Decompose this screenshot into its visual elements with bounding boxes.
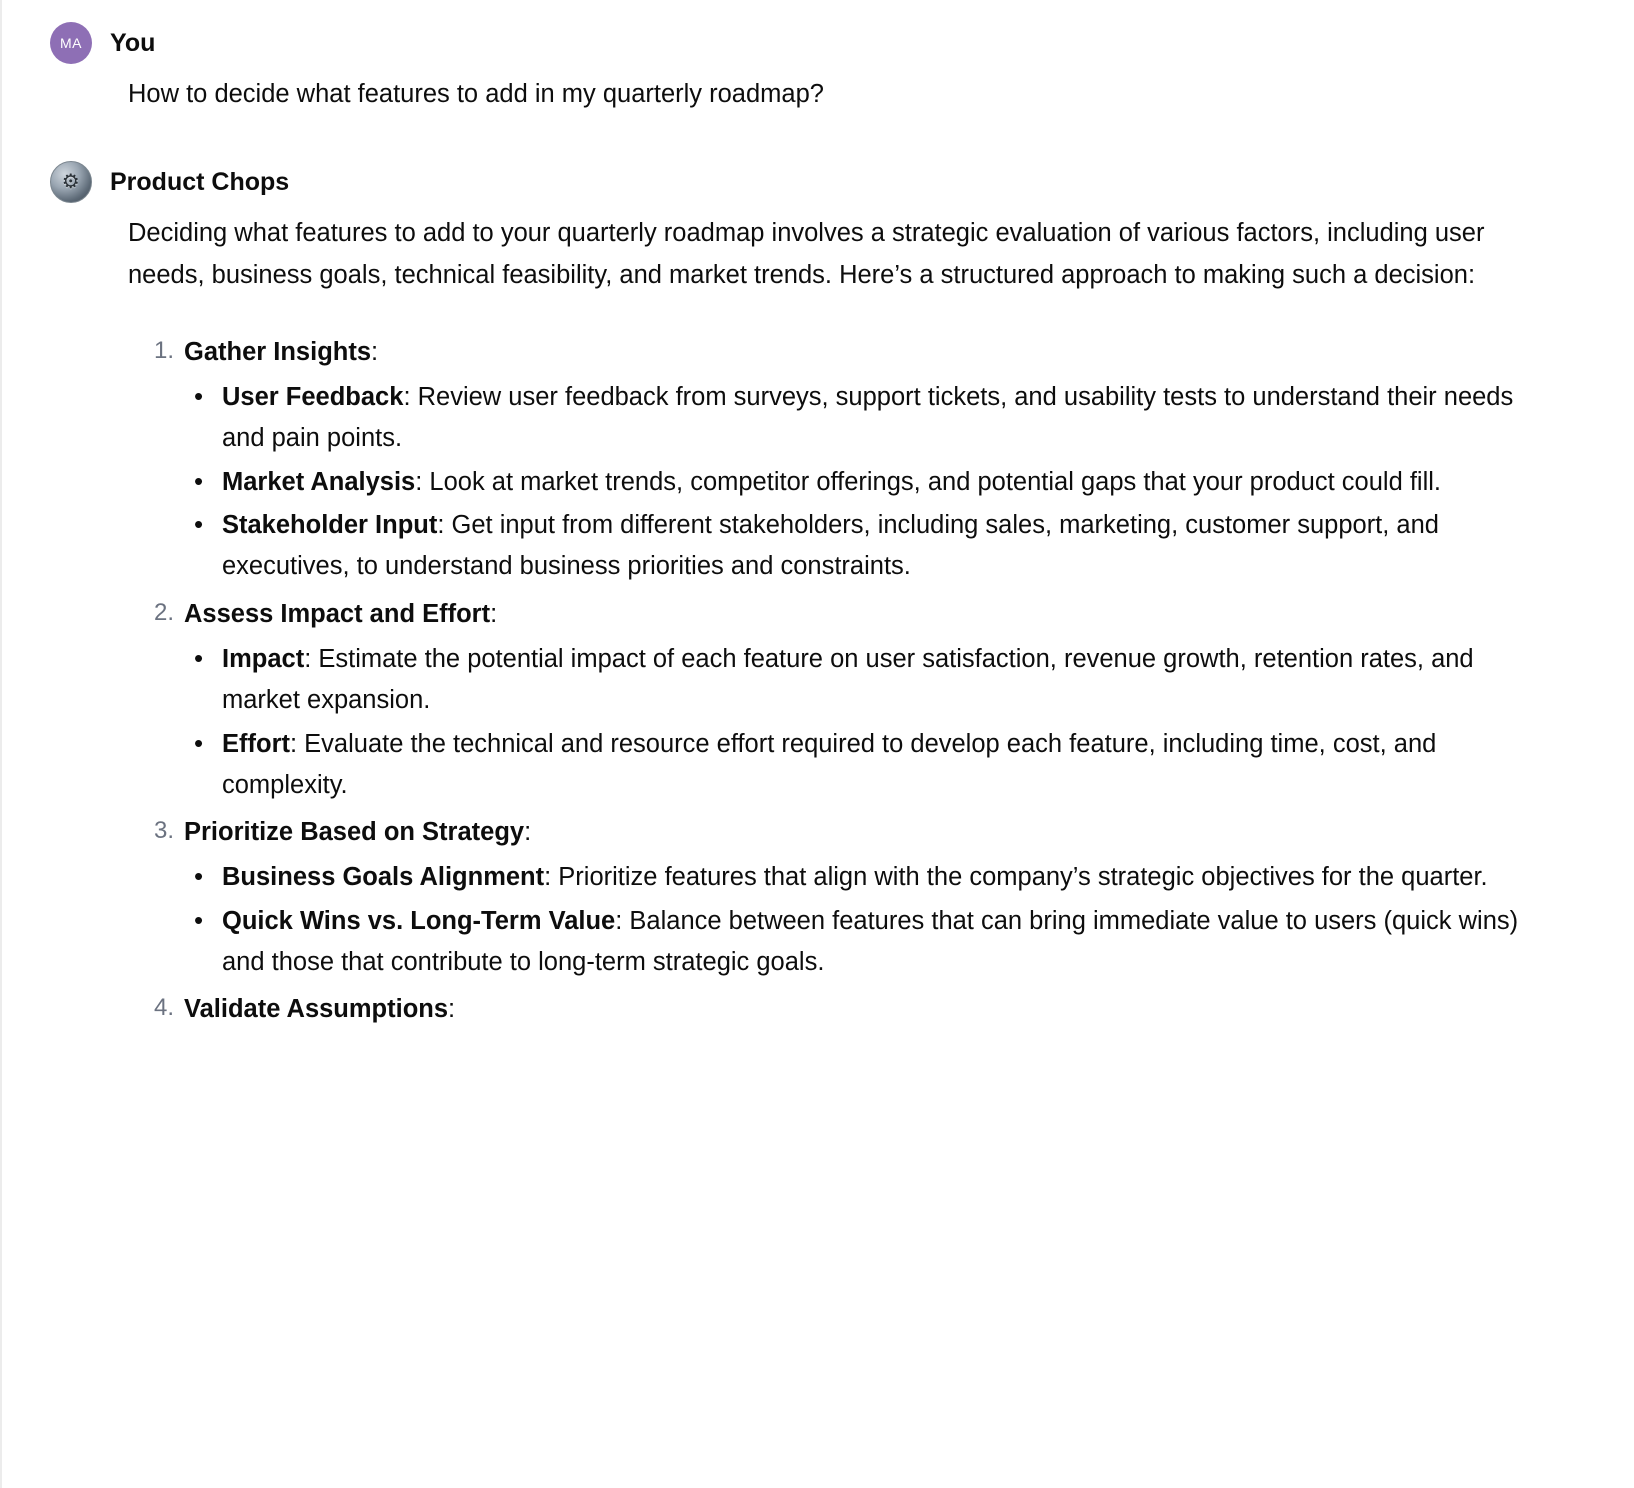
steps-list bbox=[128, 332, 1574, 1031]
sub-list bbox=[184, 857, 1574, 983]
message-assistant-header bbox=[50, 161, 1574, 203]
step-title-suffix: : bbox=[524, 818, 532, 847]
assistant-intro-text: Deciding what features to add to your quarterly roadmap involves a strategic evaluation of various factors, including user needs, business goals, technical feasibility, and market trends. Here’s a structured approach to making such a decision: bbox=[128, 219, 1485, 289]
step-title-suffix: : bbox=[490, 599, 498, 628]
step-title: Validate Assumptions bbox=[184, 995, 449, 1024]
list-item bbox=[184, 505, 1552, 588]
sub-text: : Get input from different stakeholders, including sales, marketing, customer support, and executives, to understand business priorities and constraints. bbox=[222, 511, 1439, 581]
message-user bbox=[50, 22, 1574, 115]
list-item bbox=[128, 594, 1574, 806]
sub-text: : Look at market trends, competitor offerings, and potential gaps that your product could fill. bbox=[415, 467, 1441, 496]
step-title-suffix: : bbox=[448, 995, 456, 1024]
sub-title: Effort bbox=[222, 729, 290, 758]
avatar-initials: MA bbox=[60, 35, 82, 51]
message-author-name: Product Chops bbox=[110, 167, 290, 196]
list-item bbox=[128, 989, 1574, 1030]
list-item bbox=[184, 857, 1552, 898]
message-assistant bbox=[50, 161, 1574, 1030]
user-question-text: How to decide what features to add in my quarterly roadmap? bbox=[128, 80, 824, 108]
list-item bbox=[184, 377, 1552, 460]
sub-text: : Review user feedback from surveys, support tickets, and usability tests to understand their needs and pain points. bbox=[222, 383, 1514, 453]
step-title-suffix: : bbox=[371, 337, 379, 366]
message-assistant-body bbox=[128, 213, 1574, 1030]
chops-logo-icon bbox=[50, 161, 92, 203]
sub-list bbox=[184, 377, 1574, 587]
step-title: Assess Impact and Effort bbox=[184, 599, 491, 628]
avatar-glyph: ⚙ bbox=[61, 170, 81, 193]
list-item bbox=[184, 901, 1552, 984]
list-item bbox=[184, 462, 1552, 503]
sub-title: User Feedback bbox=[222, 383, 404, 412]
avatar bbox=[50, 22, 92, 64]
step-title: Prioritize Based on Strategy bbox=[184, 818, 525, 847]
list-item bbox=[184, 724, 1552, 807]
list-item bbox=[128, 812, 1574, 983]
sub-title: Market Analysis bbox=[222, 467, 416, 496]
sub-title: Quick Wins vs. Long-Term Value bbox=[222, 906, 616, 935]
message-user-body bbox=[128, 74, 1574, 115]
list-item bbox=[128, 332, 1574, 588]
sub-text: : Evaluate the technical and resource effort required to develop each feature, including time, cost, and complexity. bbox=[222, 729, 1437, 799]
left-edge-divider bbox=[0, 0, 2, 1488]
sub-title: Business Goals Alignment bbox=[222, 863, 545, 892]
message-user-header bbox=[50, 22, 1574, 64]
sub-text: : Prioritize features that align with the company’s strategic objectives for the quarter. bbox=[544, 863, 1488, 892]
message-author-name: You bbox=[110, 28, 156, 57]
sub-title: Stakeholder Input bbox=[222, 511, 438, 540]
step-title: Gather Insights bbox=[184, 337, 372, 366]
sub-title: Impact bbox=[222, 644, 305, 673]
sub-text: : Estimate the potential impact of each feature on user satisfaction, revenue growth, retention rates, and market expansion. bbox=[222, 644, 1474, 715]
list-item bbox=[184, 639, 1552, 722]
sub-text: : Balance between features that can bring immediate value to users (quick wins) and those that contribute to long-term strategic goals. bbox=[222, 906, 1519, 977]
sub-list bbox=[184, 639, 1574, 806]
